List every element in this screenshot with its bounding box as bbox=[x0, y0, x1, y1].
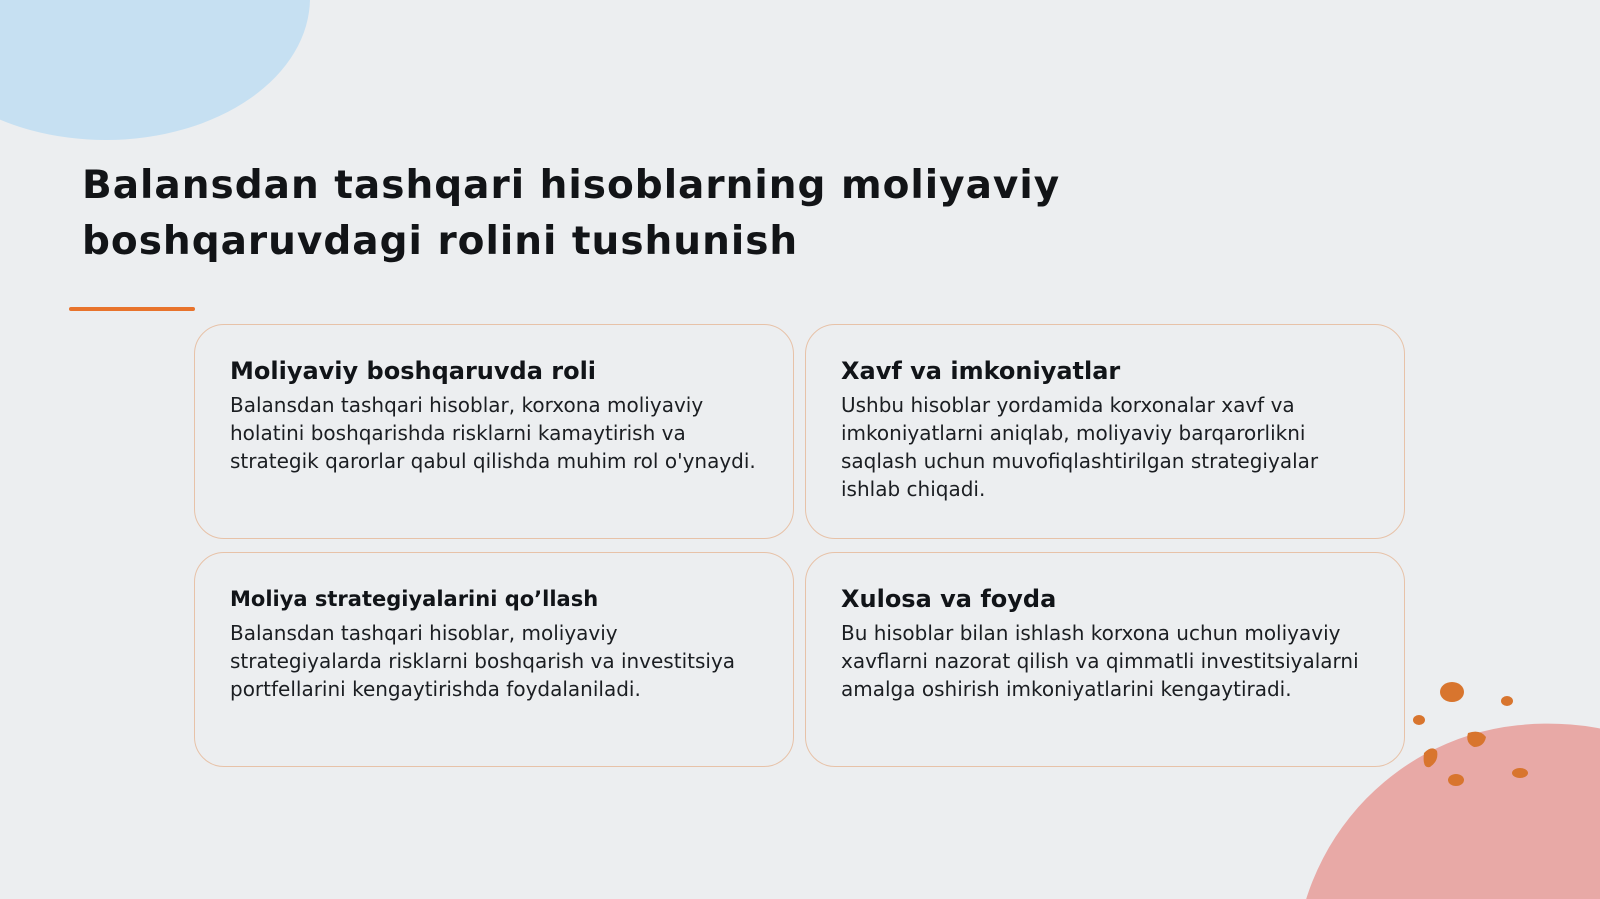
card-finance-strategies bbox=[194, 552, 794, 767]
card-body: Bu hisoblar bilan ishlash korxona uchun moliyaviy xavflarni nazorat qilish va qimmatli investitsiyalarni amalga oshirish imkoniyatlarini kengaytiradi. bbox=[841, 621, 1359, 701]
card-heading: Moliya strategiyalarini qo’llash bbox=[230, 587, 599, 611]
title-accent-underline bbox=[69, 307, 195, 311]
card-heading: Xavf va imkoniyatlar bbox=[841, 357, 1121, 385]
card-heading: Moliyaviy boshqaruvda roli bbox=[230, 357, 597, 385]
card-conclusion-benefit bbox=[805, 552, 1405, 767]
decorative-orange-dots bbox=[1400, 670, 1540, 800]
card-body: Balansdan tashqari hisoblar, korxona moliyaviy holatini boshqarishda risklarni kamaytirish va strategik qarorlar qabul qilishda muhim rol o'ynaydi. bbox=[230, 393, 756, 473]
card-risks-opportunities bbox=[805, 324, 1405, 539]
card-body: Ushbu hisoblar yordamida korxonalar xavf va imkoniyatlarni aniqlab, moliyaviy barqarorlikni saqlash uchun muvofiqlashtirilgan strategiyalar ishlab chiqadi. bbox=[841, 393, 1319, 501]
card-heading: Xulosa va foyda bbox=[841, 585, 1057, 613]
decorative-blue-blob bbox=[0, 0, 310, 140]
card-body: Balansdan tashqari hisoblar, moliyaviy strategiyalarda risklarni boshqarish va investitsiya portfellarini kengaytirishda foydalaniladi. bbox=[230, 621, 736, 701]
slide-title: Balansdan tashqari hisoblarning moliyaviy boshqaruvdagi rolini tushunish bbox=[82, 163, 1061, 264]
card-financial-management-role bbox=[194, 324, 794, 539]
